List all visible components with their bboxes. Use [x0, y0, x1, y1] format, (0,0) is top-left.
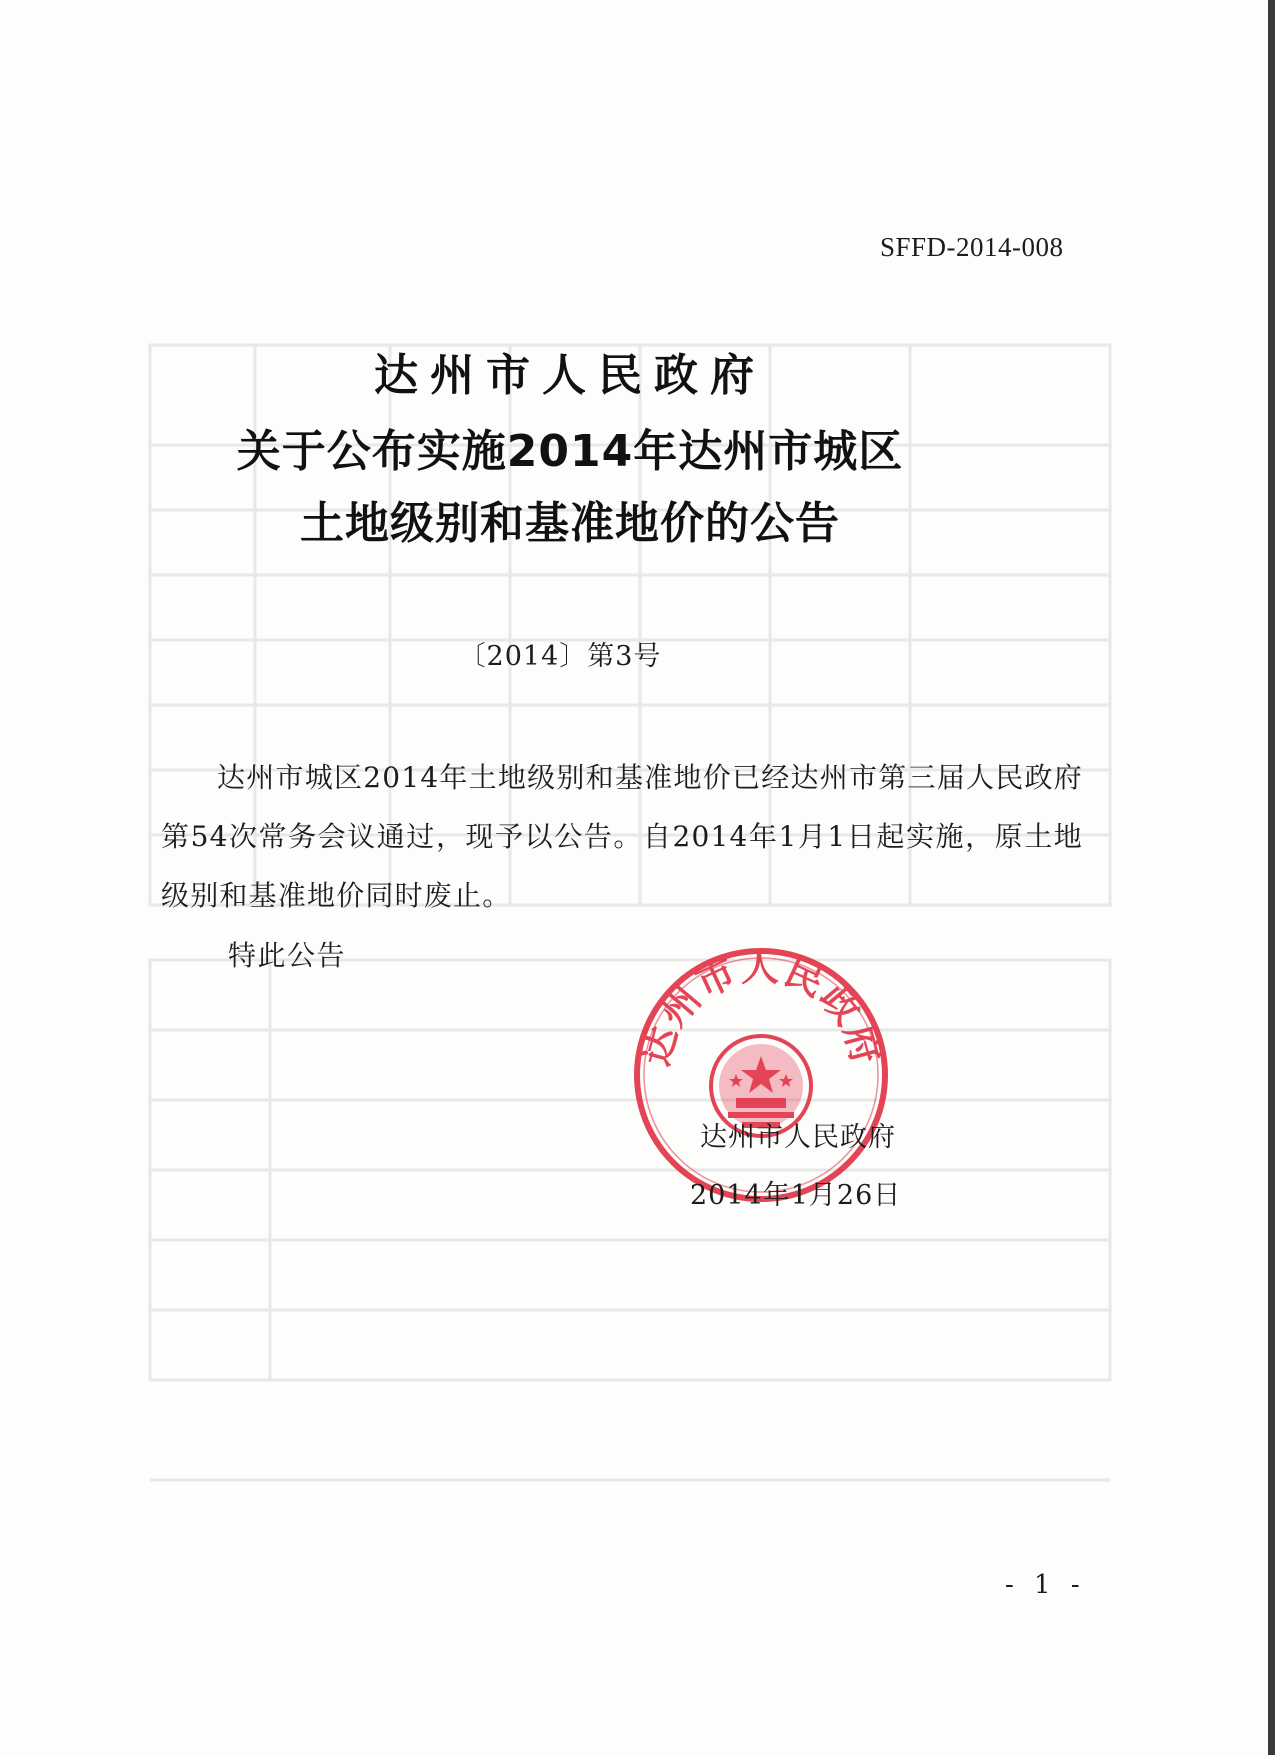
title-line-1: 达州市人民政府	[374, 350, 766, 401]
closing-phrase: 特此公告	[228, 939, 347, 972]
page-number: - 1 -	[1005, 1570, 1086, 1600]
seal-text: 达州市人民政府	[633, 946, 889, 1071]
signature-date: 2014年1月26日	[690, 1180, 902, 1211]
title-line-2: 关于公布实施2014年达州市城区	[236, 426, 904, 477]
signature-organization: 达州市人民政府	[700, 1122, 896, 1153]
scan-edge	[1268, 0, 1275, 1755]
title-line-3: 土地级别和基准地价的公告	[300, 498, 840, 549]
official-seal-stamp	[632, 946, 890, 1204]
document-code: SFFD-2014-008	[880, 232, 1064, 262]
document-number: 〔2014〕第3号	[458, 641, 662, 672]
body-paragraph: 达州市城区2014年土地级别和基准地价已经达州市第三届人民政府第54次常务会议通过，现予以公告。自2014年1月1日起实施，原土地级别和基准地价同时废止。	[161, 761, 1083, 912]
